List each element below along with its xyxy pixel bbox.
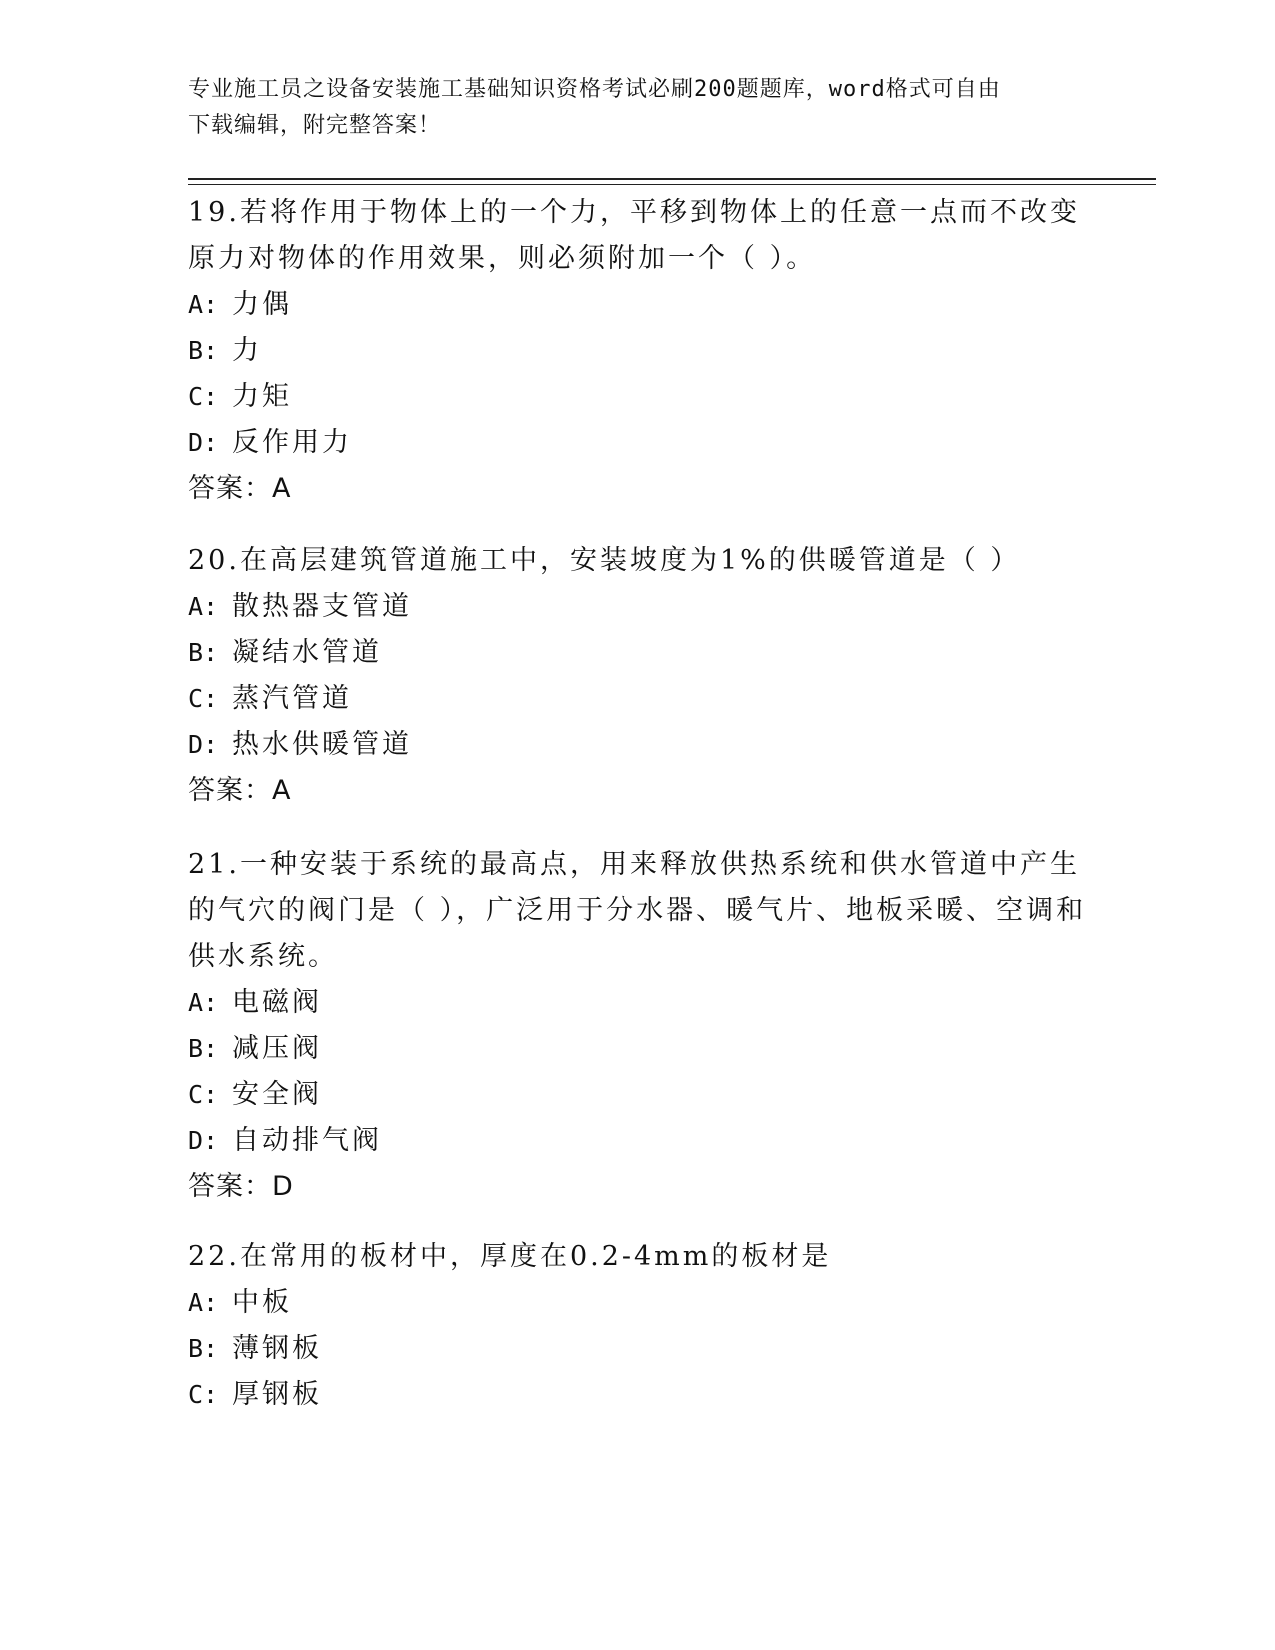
option-d (188, 1118, 1088, 1164)
header-line-1: 专业施工员之设备安装施工基础知识资格考试必刷200题题库，word格式可自由 (188, 77, 1001, 102)
option-text: 蒸汽管道 (232, 683, 352, 714)
option-a (188, 980, 1088, 1026)
option-a (188, 282, 1088, 328)
question-20 (188, 538, 1088, 814)
option-c (188, 676, 1088, 722)
document-header (188, 72, 1088, 144)
option-label: B: (188, 1334, 219, 1363)
answer-line: 答案：A (188, 775, 292, 806)
option-text: 凝结水管道 (232, 637, 382, 668)
option-text: 薄钢板 (232, 1333, 322, 1364)
option-label: C: (188, 382, 219, 411)
question-22 (188, 1234, 1088, 1418)
option-label: D: (188, 730, 219, 759)
option-text: 电磁阀 (232, 987, 322, 1018)
question-stem: 21.一种安装于系统的最高点，用来释放供热系统和供水管道中产生的气穴的阀门是（ ），广泛用于分水器、暖气片、地板采暖、空调和供水系统。 (188, 849, 1087, 972)
option-label: A: (188, 290, 219, 319)
option-a (188, 584, 1088, 630)
option-text: 散热器支管道 (232, 591, 412, 622)
option-text: 力矩 (232, 381, 292, 412)
option-text: 减压阀 (232, 1033, 322, 1064)
option-text: 力 (232, 335, 262, 366)
question-stem: 22.在常用的板材中，厚度在0.2-4mm的板材是 (188, 1241, 832, 1272)
option-d (188, 420, 1088, 466)
header-rule-thin (188, 184, 1156, 185)
header-line-2: 下载编辑，附完整答案！ (188, 113, 442, 138)
option-text: 自动排气阀 (232, 1125, 382, 1156)
question-stem: 19.若将作用于物体上的一个力，平移到物体上的任意一点而不改变原力对物体的作用效果，则必须附加一个（ ）。 (188, 197, 1080, 274)
option-label: D: (188, 428, 219, 457)
option-text: 安全阀 (232, 1079, 322, 1110)
option-label: C: (188, 1080, 219, 1109)
option-b (188, 1326, 1088, 1372)
option-text: 中板 (232, 1287, 292, 1318)
option-text: 力偶 (232, 289, 292, 320)
answer-line: 答案：D (188, 1171, 294, 1202)
option-c (188, 1072, 1088, 1118)
option-label: B: (188, 1034, 219, 1063)
option-label: B: (188, 336, 219, 365)
option-label: C: (188, 684, 219, 713)
option-b (188, 1026, 1088, 1072)
question-stem: 20.在高层建筑管道施工中，安装坡度为1%的供暖管道是（ ） (188, 545, 1021, 576)
option-b (188, 630, 1088, 676)
option-text: 热水供暖管道 (232, 729, 412, 760)
answer-line: 答案：A (188, 473, 292, 504)
option-b (188, 328, 1088, 374)
option-a (188, 1280, 1088, 1326)
option-label: A: (188, 1288, 219, 1317)
option-label: B: (188, 638, 219, 667)
option-label: A: (188, 988, 219, 1017)
question-21 (188, 842, 1088, 1210)
option-text: 厚钢板 (232, 1379, 322, 1410)
option-text: 反作用力 (232, 427, 352, 458)
option-c (188, 374, 1088, 420)
option-label: C: (188, 1380, 219, 1409)
option-c (188, 1372, 1088, 1418)
option-d (188, 722, 1088, 768)
header-rule-thick (188, 178, 1156, 180)
question-19 (188, 190, 1088, 512)
option-label: D: (188, 1126, 219, 1155)
option-label: A: (188, 592, 219, 621)
